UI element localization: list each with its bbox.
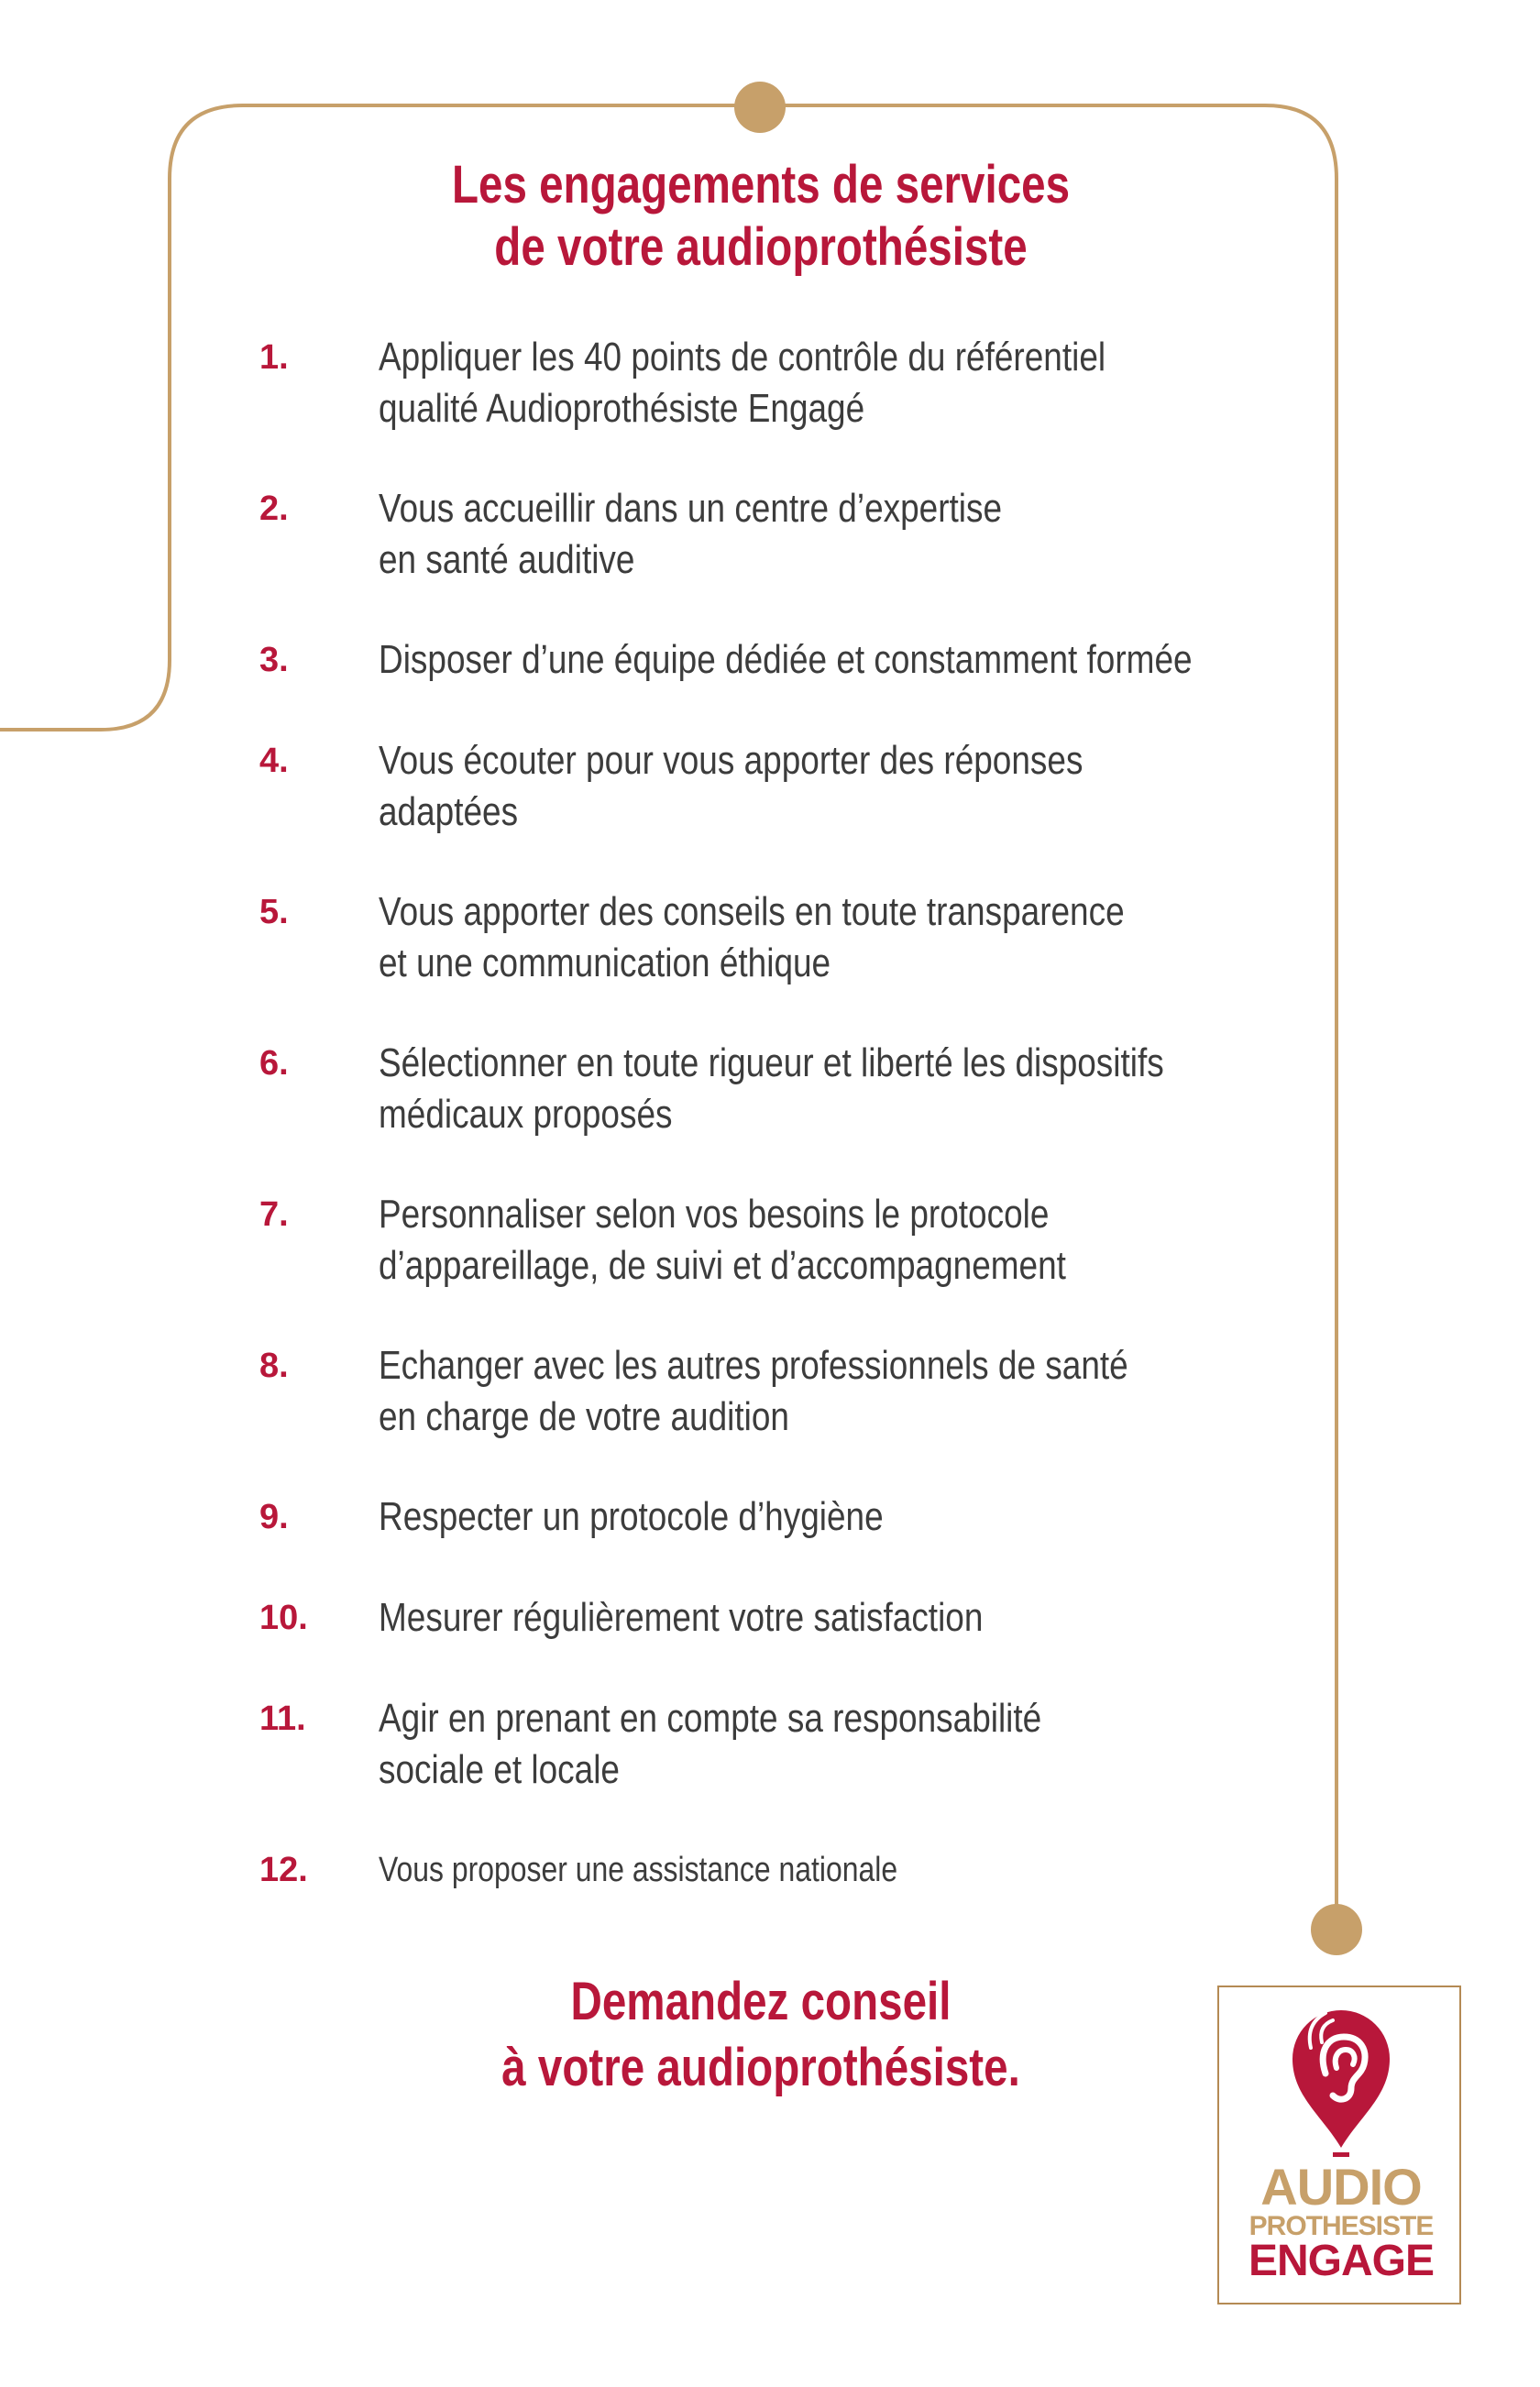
brand-logo (1217, 1986, 1461, 2304)
commitments-list (259, 332, 1314, 1899)
item-text-line: Mesurer régulièrement votre satisfaction (379, 1595, 984, 1640)
item-text-line: Personnaliser selon vos besoins le protocole (379, 1192, 1050, 1237)
item-text (379, 1340, 1128, 1443)
item-number: 8. (259, 1347, 289, 1385)
page-title-line-1: Les engagements de services (451, 155, 1071, 214)
item-number: 12. (259, 1851, 308, 1889)
item-text-line: Agir en prenant en compte sa responsabilité (379, 1696, 1042, 1741)
item-text (379, 483, 1002, 586)
bottom-dot (1311, 1904, 1362, 1955)
item-text-line: qualité Audioprothésiste Engagé (379, 386, 865, 431)
ear-pin-icon (1219, 1987, 1463, 2162)
item-text (379, 735, 1083, 838)
item-text-line: Respecter un protocole d’hygiène (379, 1494, 884, 1539)
item-number: 5. (259, 893, 289, 931)
item-text-line: et une communication éthique (379, 940, 831, 985)
item-text-line: Echanger avec les autres professionnels de santé (379, 1343, 1128, 1388)
list-item (259, 1592, 1314, 1693)
item-text (379, 1189, 1066, 1292)
page-title (137, 154, 1384, 279)
item-text (379, 332, 1106, 434)
list-item (259, 1038, 1314, 1189)
item-number: 11. (259, 1700, 306, 1738)
item-text (379, 1844, 897, 1896)
list-item (259, 1340, 1314, 1491)
item-text-line: d’appareillage, de suivi et d’accompagnement (379, 1243, 1066, 1288)
item-text-line: en santé auditive (379, 537, 635, 582)
page-title-line-2: de votre audioprothésiste (494, 217, 1028, 277)
logo-word-audio: AUDIO (1260, 2158, 1422, 2216)
item-number: 10. (259, 1599, 308, 1637)
list-item (259, 735, 1314, 886)
item-text (379, 1592, 983, 1644)
list-item (259, 1844, 1314, 1899)
item-number: 1. (259, 338, 289, 377)
item-text (379, 634, 1193, 686)
list-item (259, 332, 1314, 483)
item-number: 4. (259, 742, 289, 780)
item-text-line: Vous accueillir dans un centre d’expertise (379, 486, 1003, 531)
item-text-line: médicaux proposés (379, 1092, 673, 1137)
logo-word-prothesiste: PROTHESISTE (1248, 2211, 1434, 2241)
list-item (259, 886, 1314, 1038)
list-item (259, 1491, 1314, 1592)
list-item (259, 483, 1314, 634)
item-text-line: Sélectionner en toute rigueur et liberté les dispositifs (379, 1040, 1164, 1085)
list-item (259, 1693, 1314, 1844)
item-text-line: Appliquer les 40 points de contrôle du référentiel (379, 335, 1106, 380)
item-number: 3. (259, 641, 289, 679)
item-text-line: Vous proposer une assistance nationale (379, 1851, 898, 1889)
item-text-line: adaptées (379, 789, 519, 834)
item-number: 7. (259, 1195, 289, 1234)
item-number: 2. (259, 490, 289, 528)
call-to-action (137, 1969, 1384, 2101)
cta-line-2: à votre audioprothésiste. (501, 2038, 1020, 2097)
item-number: 6. (259, 1044, 289, 1083)
item-text (379, 1693, 1041, 1796)
item-text (379, 1038, 1164, 1140)
top-dot (734, 82, 786, 133)
item-text-line: Vous écouter pour vous apporter des réponses (379, 738, 1084, 783)
item-number: 9. (259, 1498, 289, 1536)
logo-word-engage: ENGAGE (1248, 2237, 1435, 2285)
item-text-line: Vous apporter des conseils en toute transparence (379, 889, 1125, 934)
list-item (259, 1189, 1314, 1340)
item-text (379, 1491, 884, 1543)
item-text-line: sociale et locale (379, 1747, 620, 1792)
item-text-line: en charge de votre audition (379, 1394, 789, 1439)
list-item (259, 634, 1314, 735)
item-text (379, 886, 1125, 989)
cta-line-1: Demandez conseil (570, 1972, 952, 2031)
item-text-line: Disposer d’une équipe dédiée et constamment formée (379, 637, 1193, 682)
